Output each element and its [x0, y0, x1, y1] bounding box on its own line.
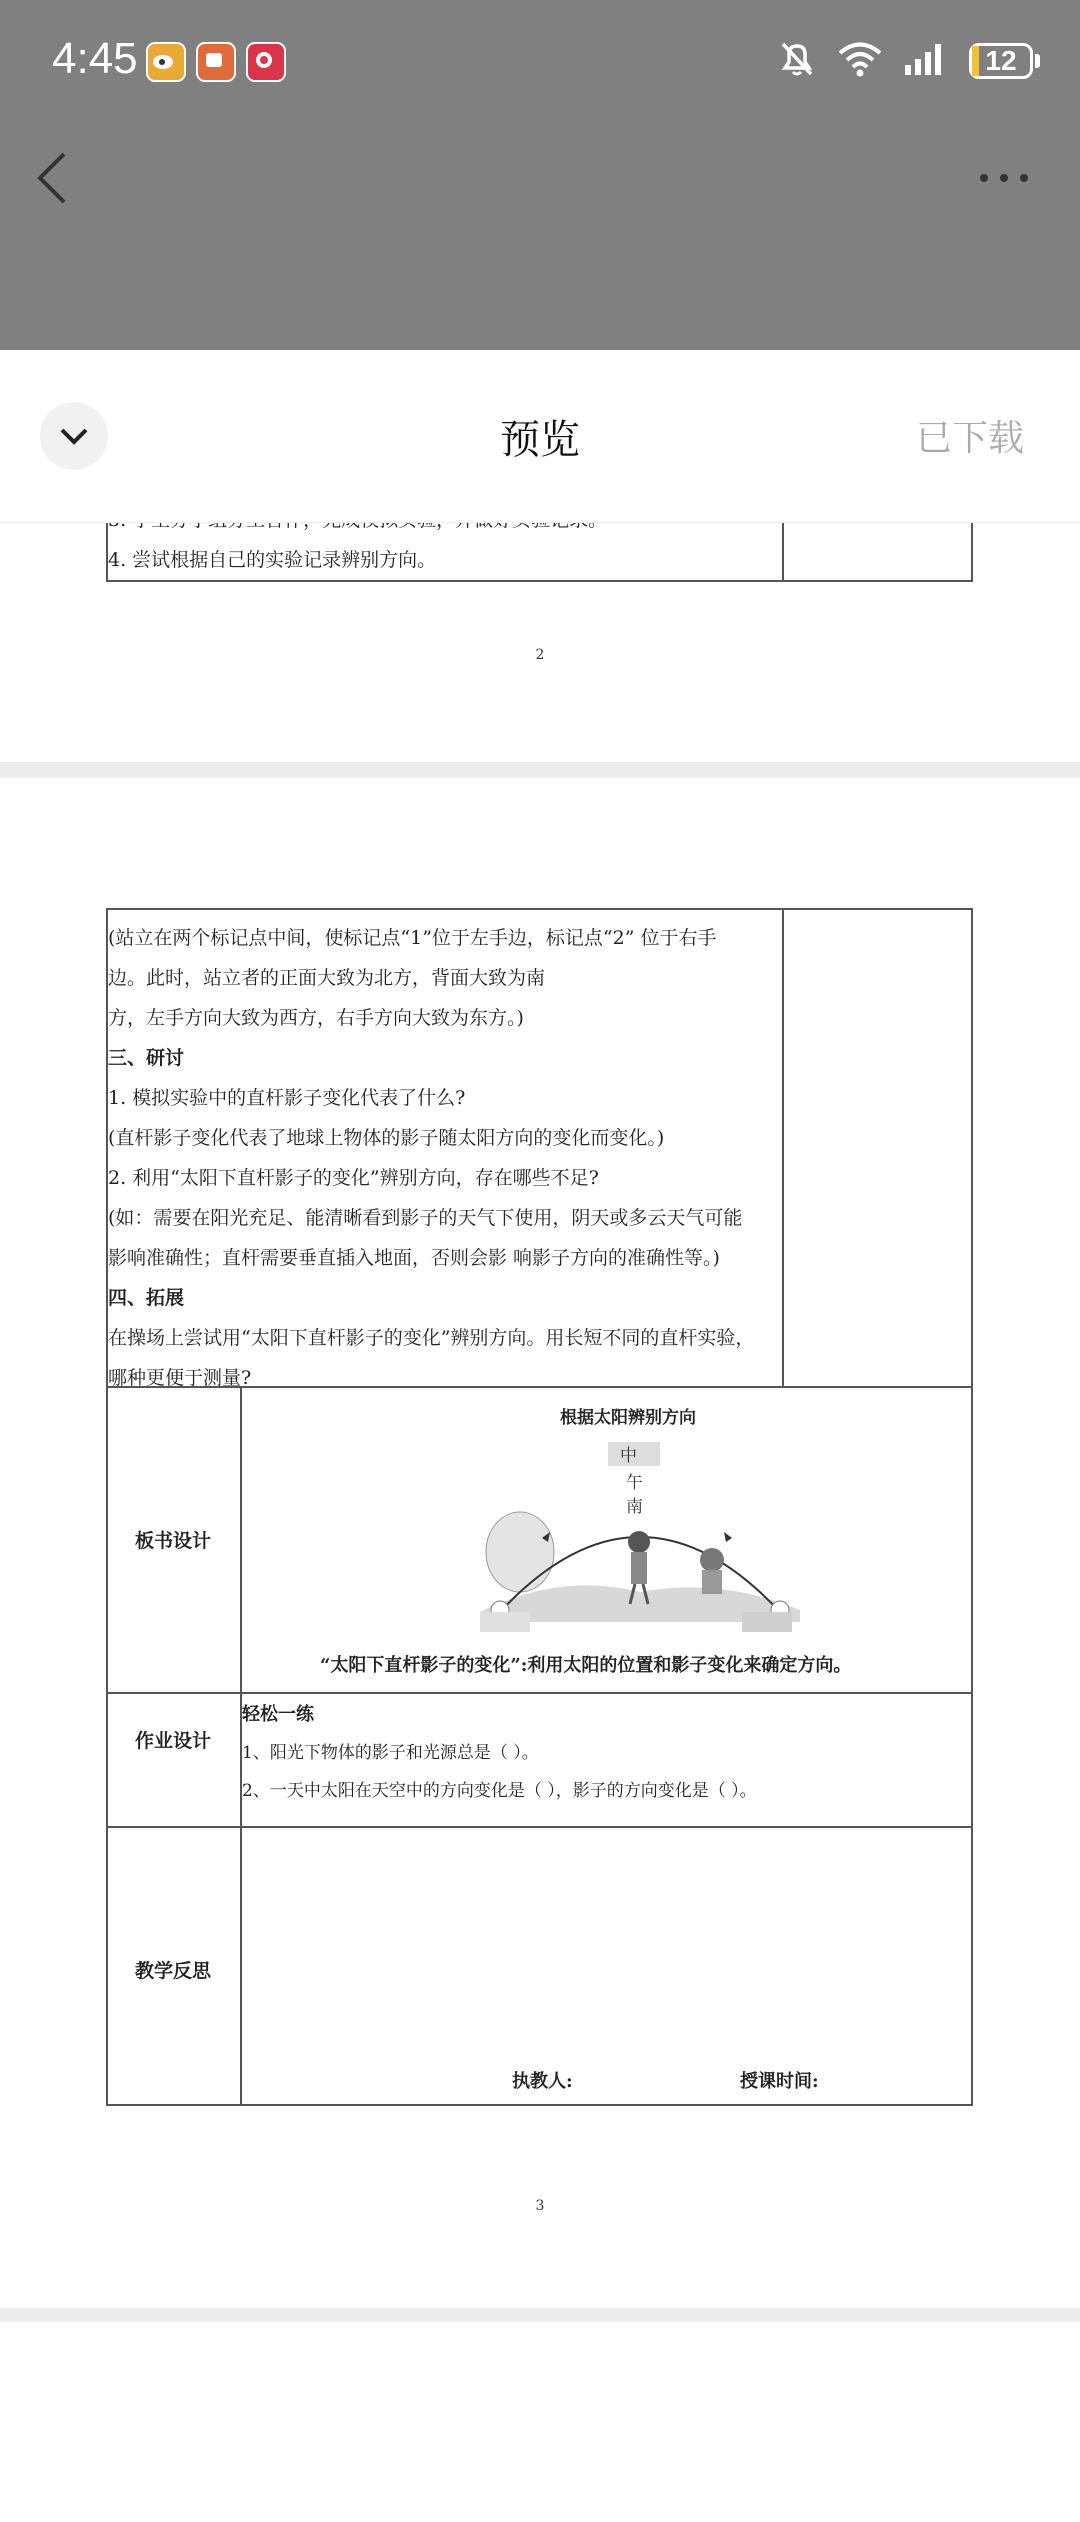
board-title: 根据太阳辨别方向: [560, 1408, 696, 1428]
battery-icon: [969, 43, 1040, 79]
south-char: 南: [626, 1497, 643, 1517]
homework-question-2: 2、一天中太阳在天空中的方向变化是（ ），影子的方向变化是（ ）。: [242, 1781, 757, 1801]
procedure-line: 边。此时，站立者的正面大致为北方，背面大致为南: [108, 967, 546, 989]
signal-icon: [903, 41, 949, 81]
status-time: 4:45: [52, 34, 138, 83]
page2-line-b: 4. 尝试根据自己的实验记录辨别方向。: [108, 549, 437, 571]
procedure-line: 2. 利用“太阳下直杆影子的变化”辨别方向，存在哪些不足?: [108, 1167, 599, 1189]
procedure-line: 方，左手方向大致为西方，右手方向大致为东方。): [108, 1007, 524, 1029]
procedure-line: (直杆影子变化代表了地球上物体的影子随太阳方向的变化而变化。): [108, 1127, 665, 1149]
homework-question-1: 1、阳光下物体的影子和光源总是（ ）。: [242, 1743, 539, 1763]
sun-path-illustration: [480, 1442, 800, 1632]
procedure-line: (如：需要在阳光充足、能清晰看到影子的天气下使用，阴天或多云天气可能: [108, 1207, 743, 1229]
homework-title: 轻松一练: [242, 1704, 314, 1725]
page-number-3: 3: [535, 2198, 545, 2214]
section-heading: 三、研讨: [108, 1047, 185, 1069]
status-bar: [0, 0, 1080, 120]
app-icon-orange: [196, 42, 236, 82]
teaching-reflection-label: 教学反思: [134, 1960, 211, 1982]
teacher-label: 执教人:: [512, 2071, 573, 2092]
document-page-4: [0, 2322, 1080, 2522]
noon-char-2: 午: [626, 1473, 643, 1493]
homework-design-label: 作业设计: [134, 1730, 211, 1752]
procedure-line: 在操场上尝试用“太阳下直杆影子的变化”辨别方向。用长短不同的直杆实验，: [108, 1327, 755, 1349]
sheet-header: [0, 350, 1080, 523]
downloaded-label[interactable]: 已下载: [915, 418, 1024, 459]
section-heading: 四、拓展: [108, 1287, 185, 1309]
board-design-label: 板书设计: [134, 1530, 211, 1552]
lesson-time-label: 授课时间:: [740, 2071, 819, 2092]
procedure-line: 1. 模拟实验中的直杆影子变化代表了什么?: [108, 1087, 466, 1109]
wifi-icon: [837, 40, 883, 82]
sheet-title: 预览: [500, 417, 580, 463]
procedure-line: 影响准确性；直杆需要垂直插入地面，否则会影 响影子方向的准确性等。): [108, 1247, 720, 1269]
preview-sheet: [0, 350, 1080, 2331]
app-icon-red: [246, 42, 286, 82]
more-options-icon[interactable]: [976, 168, 1032, 188]
noon-char-1: 中: [620, 1446, 637, 1466]
weibo-icon: [146, 42, 186, 82]
back-arrow-icon[interactable]: [30, 148, 74, 208]
battery-level: 12: [985, 45, 1017, 76]
procedure-line: 哪种更便于测量?: [108, 1367, 252, 1389]
document-viewer[interactable]: [0, 522, 1080, 2331]
document-page-3: [0, 778, 1080, 2308]
procedure-line: (站立在两个标记点中间，使标记点“1”位于左手边，标记点“2” 位于右手: [108, 927, 717, 949]
mute-icon: [777, 38, 817, 84]
board-caption: “太阳下直杆影子的变化”:利用太阳的位置和影子变化来确定方向。: [320, 1655, 852, 1676]
page-number-2: 2: [535, 647, 545, 663]
